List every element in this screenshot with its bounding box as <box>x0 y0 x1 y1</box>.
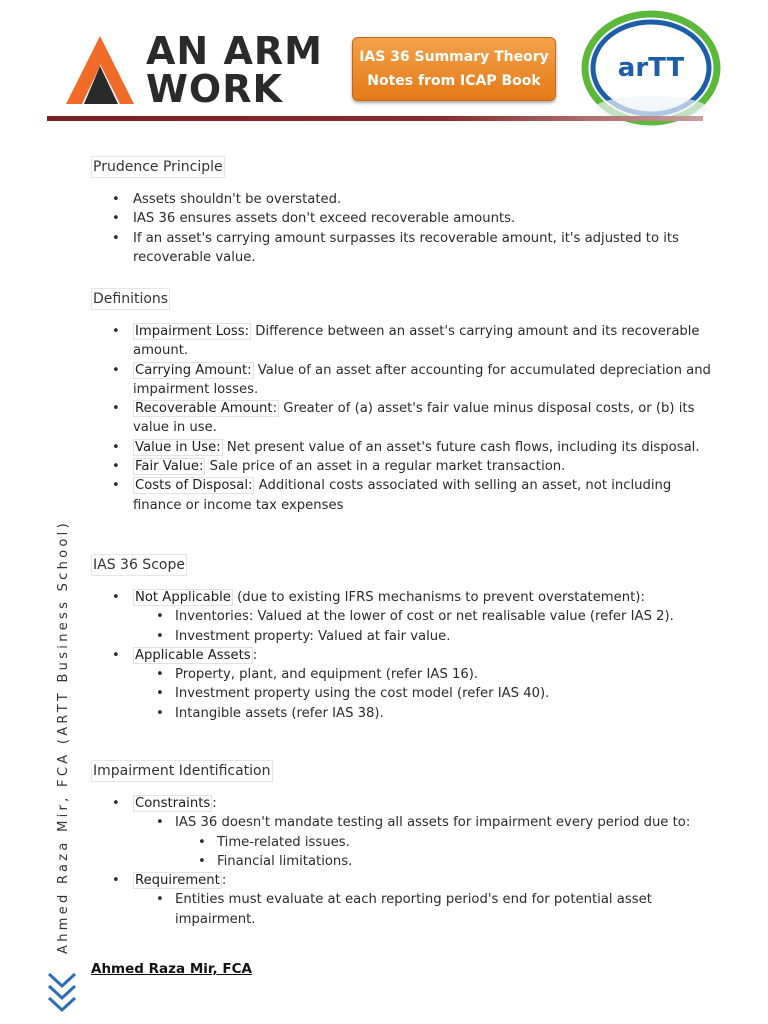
section-heading: Definitions <box>91 288 170 310</box>
definition-item <box>133 438 711 457</box>
constraints-text: : <box>212 796 217 811</box>
definition-term: Value in Use: <box>135 439 221 455</box>
list-item <box>133 588 711 646</box>
section-heading: Impairment Identification <box>91 760 273 782</box>
chevron-down-icon <box>46 970 78 1016</box>
section-scope <box>91 554 711 723</box>
author-signature: Ahmed Raza Mir, FCA <box>91 961 252 977</box>
definition-item <box>133 361 711 400</box>
section-impairment <box>91 760 711 929</box>
anarmwork-logo <box>62 30 322 110</box>
definition-item <box>133 457 711 476</box>
sub-list-item <box>175 813 711 871</box>
logo-line1: AN ARM <box>146 29 323 73</box>
badge-line2: Notes from ICAP Book <box>367 73 541 89</box>
sub-list-item: • Inventories: Valued at the lower of cost or net realisable value (refer IAS 2). <box>175 607 711 626</box>
side-author-text: Ahmed Raza Mir, FCA (ARTT Business School) <box>56 520 71 954</box>
triangle-logo-icon <box>62 34 140 106</box>
constraints-term: Constraints <box>135 796 211 811</box>
not-applicable-term: Not Applicable <box>135 590 231 605</box>
section-definitions <box>91 288 711 515</box>
sub-list-item: • Entities must evaluate at each reporting period's end for potential asset impairment. <box>175 890 711 929</box>
definition-item <box>133 399 711 438</box>
not-applicable-text: (due to existing IFRS mechanisms to prevent overstatement): <box>232 590 645 605</box>
sub-list-item: • Property, plant, and equipment (refer IAS 16). <box>175 665 711 684</box>
applicable-term: Applicable Assets <box>135 647 251 663</box>
title-badge <box>352 37 556 101</box>
definition-term: Impairment Loss: <box>135 324 250 339</box>
definition-term: Costs of Disposal: <box>135 478 253 494</box>
definition-text: Net present value of an asset's future cash flows, including its disposal. <box>222 439 700 455</box>
definition-text: Difference between an asset's carrying amount and its recoverable amount. <box>133 324 700 359</box>
sub-list-item: • Investment property using the cost model (refer IAS 40). <box>175 684 711 703</box>
constraints-item: IAS 36 doesn't mandate testing all assets for impairment every period due to: <box>175 815 691 831</box>
list-item: • Assets shouldn't be overstated. <box>133 190 711 209</box>
definition-text: Sale price of an asset in a regular market transaction. <box>205 459 566 475</box>
section-heading: Prudence Principle <box>91 156 225 178</box>
section-heading: IAS 36 Scope <box>91 554 187 576</box>
sub-sub-list-item: • Time-related issues. <box>217 833 711 852</box>
requirement-text: : <box>221 873 227 889</box>
definition-item <box>133 322 711 361</box>
artt-logo-text: arTT <box>617 53 685 83</box>
definition-text: Greater of (a) asset's fair value minus disposal costs, or (b) its value in use. <box>133 401 695 436</box>
definition-text: Additional costs associated with selling an asset, not including finance or income tax expenses <box>133 478 672 513</box>
list-item <box>133 871 711 929</box>
logo-line2: WORK <box>146 67 283 111</box>
requirement-term: Requirement <box>135 873 220 889</box>
sub-list-item: • Investment property: Valued at fair value. <box>175 627 711 646</box>
sub-sub-list-item: • Financial limitations. <box>217 852 711 871</box>
definition-text: Value of an asset after accounting for accumulated depreciation and impairment losses. <box>133 362 711 397</box>
applicable-text: : <box>252 647 258 663</box>
definition-term: Recoverable Amount: <box>135 401 278 417</box>
list-item: • IAS 36 ensures assets don't exceed recoverable amounts. <box>133 209 711 228</box>
badge-line1: IAS 36 Summary Theory <box>359 49 549 65</box>
header-divider <box>47 116 703 121</box>
list-item: • If an asset's carrying amount surpasses its recoverable amount, it's adjusted to its recoverable value. <box>133 229 711 268</box>
list-item <box>133 794 711 871</box>
sub-list-item: • Intangible assets (refer IAS 38). <box>175 704 711 723</box>
definition-term: Fair Value: <box>135 459 204 475</box>
section-prudence <box>91 156 711 267</box>
list-item <box>133 646 711 723</box>
definition-term: Carrying Amount: <box>135 362 252 378</box>
definition-item <box>133 476 711 515</box>
